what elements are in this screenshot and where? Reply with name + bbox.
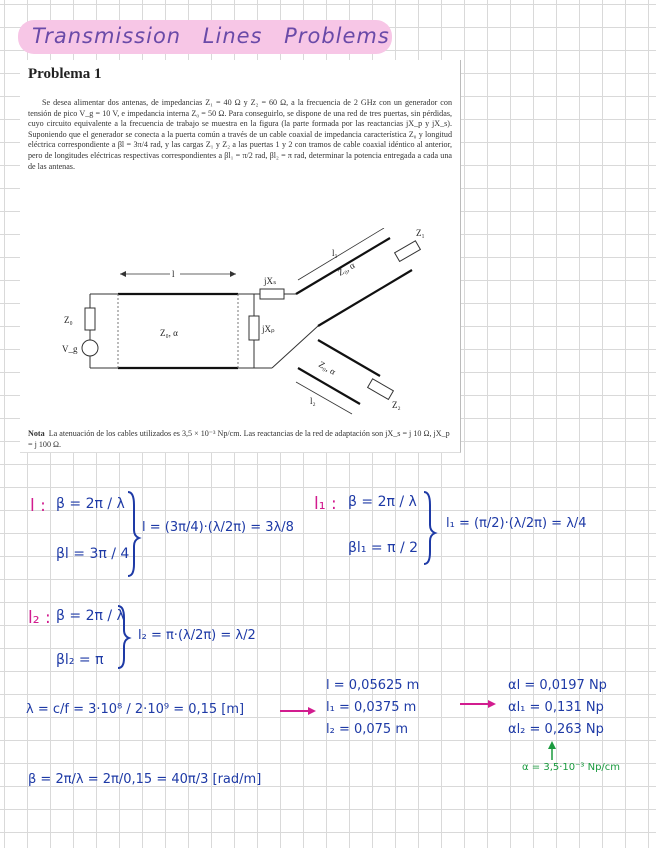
note-l1-betal: βl₁ = π / 2	[348, 540, 419, 556]
jxs-label: jXₛ	[264, 276, 277, 286]
note-l-label: l :	[30, 496, 46, 516]
main-line-label: Z₀, α	[160, 328, 178, 338]
note-l2-result: l₂ = π·(λ/2π) = λ/2	[138, 628, 256, 643]
problem-statement: Se desea alimentar dos antenas, de impedancias Z₁ = 40 Ω y Z₂ = 60 Ω, a la frecuencia de 2 GHz con un generador con tensión de pico V_g = 10 V, e impedancia interna Z₀ = 50 Ω. Para conseguirlo, se dispone de una red de tres puertas, sin pérdidas, cuyo circuito equivalente a la frecuencia de trabajo se muestra en la figura (la parte formada por las reactancias jX_p y jX_s). Suponiendo que el generador se conecta a la puerta común a través de un cable coaxial de impedancia característica Z₀ y longitud eléctrica correspondiente a βl = 3π/4 rad, y las cargas Z₁ y Z₂ a las puertas 1 y 2 con tramos de cable coaxial idéntico al anterior, pero de longitudes eléctricas respectivas correspondientes a βl₁ = π/2 rad, βl₂ = π rad, determinar la potencia entregada a cada una de las antenas.	[28, 98, 452, 171]
note-label: Nota	[28, 429, 45, 438]
z2-label: Z₂	[392, 400, 401, 410]
note-length-l2: l₂ = 0,075 m	[326, 722, 408, 737]
l-label: l	[172, 269, 175, 279]
jxp-label: jXₚ	[262, 324, 275, 334]
note-att-l1: αl₁ = 0,131 Np	[508, 700, 604, 715]
vg-label: V_g	[62, 344, 78, 354]
note-l-result: l = (3π/4)·(λ/2π) = 3λ/8	[142, 520, 294, 535]
note-beta: β = 2π/λ = 2π/0,15 = 40π/3 [rad/m]	[28, 772, 262, 787]
note-length-l1: l₁ = 0,0375 m	[326, 700, 417, 715]
arrow-2-head	[488, 700, 496, 708]
note-l2-beta: β = 2π / λ	[56, 608, 125, 624]
note-l1-result: l₁ = (π/2)·(λ/2π) = λ/4	[446, 516, 587, 531]
note-alpha: α = 3,5·10⁻³ Np/cm	[522, 762, 621, 773]
note-lambda: λ = c/f = 3·10⁸ / 2·10⁹ = 0,15 [m]	[26, 702, 245, 717]
z0-label: Z₀	[64, 315, 73, 325]
note-l-beta: β = 2π / λ	[56, 496, 125, 512]
page-title: Transmission Lines Problems	[32, 24, 390, 48]
bracket-l1	[424, 492, 435, 564]
problem-heading: Problema 1	[28, 66, 102, 82]
note-l1-label: l₁ :	[314, 494, 337, 514]
note-att-l: αl = 0,0197 Np	[508, 678, 607, 693]
note-l2-betal: βl₂ = π	[56, 652, 104, 668]
alpha-arrow-head	[548, 741, 556, 749]
line1-label: Z₀, α	[336, 260, 357, 278]
l1-label: l₁	[332, 248, 338, 258]
l2-label: l₂	[310, 396, 316, 406]
note-text: La atenuación de los cables utilizados es 3,5 × 10⁻³ Np/cm. Las reactancias de la red de adaptación son jX_s = j 10 Ω, jX_p = j 100 Ω.	[28, 429, 450, 449]
arrow-1-head	[308, 707, 316, 715]
note-length-l: l = 0,05625 m	[326, 678, 420, 693]
z1-label: Z₁	[416, 228, 425, 238]
note-l-betal: βl = 3π / 4	[56, 546, 130, 562]
note-att-l2: αl₂ = 0,263 Np	[508, 722, 604, 737]
note-l1-beta: β = 2π / λ	[348, 494, 417, 510]
line2-label: Z₀, α	[317, 359, 338, 377]
bracket-l	[128, 492, 139, 576]
note-l2-label: l₂ :	[28, 608, 51, 628]
